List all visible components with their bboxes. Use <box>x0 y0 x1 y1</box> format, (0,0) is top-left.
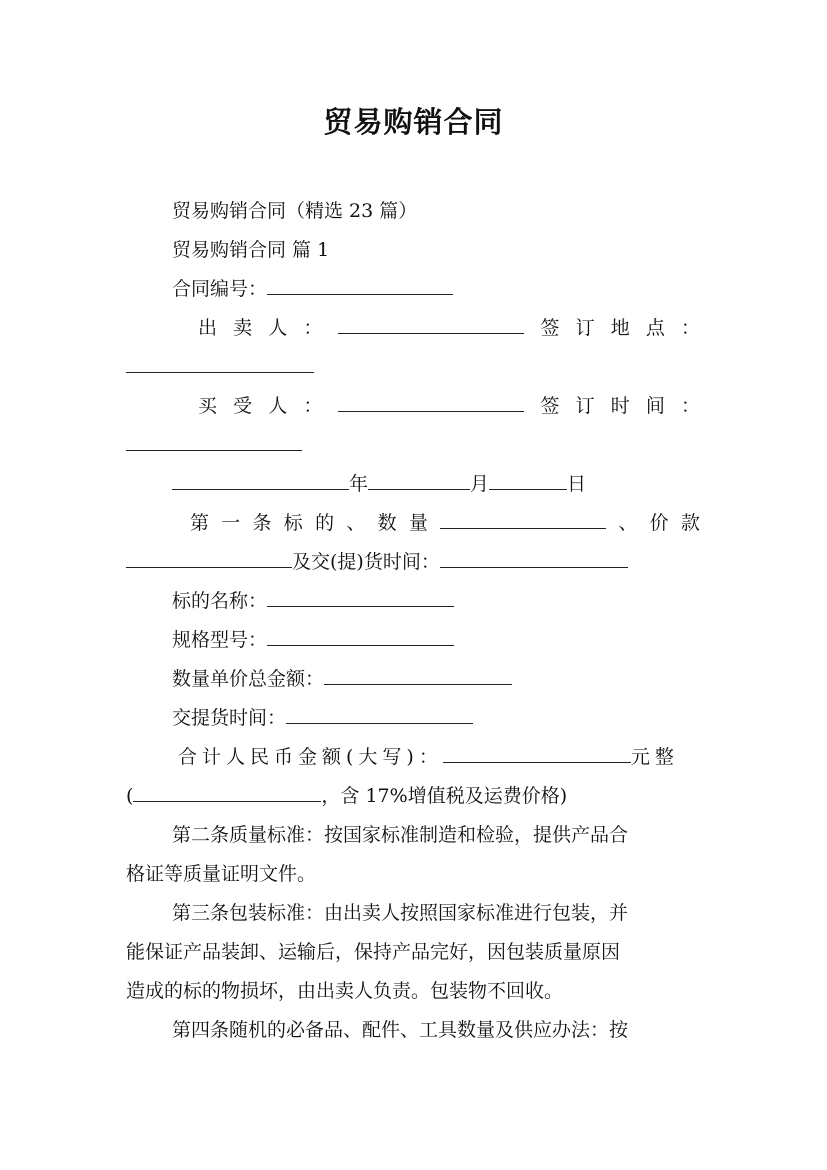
article-1-line-1 <box>190 508 700 538</box>
article-1-char: 、 <box>346 512 366 534</box>
sign-place-char: 地 <box>610 317 630 339</box>
total-rmb-blank <box>443 742 631 763</box>
total-rmb-label: 合计人民币金额(大写)： <box>178 746 443 768</box>
article-2-line-2: 格证等质量证明文件。 <box>126 863 317 885</box>
buyer-char: 买 <box>198 395 218 417</box>
contract-number-label: 合同编号： <box>172 278 268 300</box>
year-blank <box>172 469 349 490</box>
spec-model-blank <box>267 625 454 646</box>
vat-note: ，含 17%增值税及运费价格) <box>321 785 568 807</box>
article-3-line-2: 能保证产品装卸、运输后，保持产品完好，因包装质量原因 <box>126 941 621 963</box>
qty-price-amount-blank <box>324 664 512 685</box>
delivery-label: 及交(提)货时间： <box>292 551 440 573</box>
sign-place-blank-row <box>126 352 314 382</box>
sign-time-char: 订 <box>575 395 595 417</box>
paren-open: ( <box>126 785 134 807</box>
month-label: 月 <box>470 473 490 495</box>
contract-number-blank <box>267 274 453 295</box>
article-1-char: 一 <box>221 512 241 534</box>
article-3-line-1: 第三条包装标准：由出卖人按照国家标准进行包装，并 <box>172 902 629 924</box>
total-rmb-figure-blank <box>133 781 321 802</box>
article-3-line-3: 造成的标的物损坏，由出卖人负责。包装物不回收。 <box>126 980 564 1002</box>
buyer-blank <box>338 391 524 412</box>
document-title: 贸易购销合同 <box>323 105 504 139</box>
sign-time-char: ： <box>680 395 700 417</box>
sign-time-blank-row <box>126 430 302 460</box>
subject-name-label: 标的名称： <box>172 590 268 612</box>
sign-time-blank <box>126 430 302 451</box>
seller-blank <box>338 313 524 334</box>
article-1-char: 的 <box>315 512 335 534</box>
sign-place-char: 点 <box>645 317 665 339</box>
delivery-time-field-blank <box>286 703 473 724</box>
total-rmb-figure-row <box>126 781 567 811</box>
article-1-char: 第 <box>190 512 210 534</box>
article-1-price-char: 价 <box>649 512 669 534</box>
article-1-char: 量 <box>408 512 428 534</box>
article-1-separator: 、 <box>618 512 638 534</box>
article-2-line-1: 第二条质量标准：按国家标准制造和检验，提供产品合 <box>172 824 629 846</box>
date-row <box>172 469 586 499</box>
buyer-char: 人 <box>268 395 288 417</box>
quantity-blank <box>440 508 606 529</box>
sign-place-char: 订 <box>575 317 595 339</box>
price-blank <box>126 547 292 568</box>
article-1-char: 数 <box>377 512 397 534</box>
spec-model-label: 规格型号： <box>172 629 268 651</box>
buyer-char: ： <box>303 395 323 417</box>
delivery-time-blank <box>440 547 628 568</box>
seller-row <box>198 313 700 343</box>
delivery-time-label: 交提货时间： <box>172 707 287 729</box>
sign-time-char: 签 <box>540 395 560 417</box>
yuan-label: 元整 <box>630 746 679 768</box>
article-1-price-char: 款 <box>680 512 700 534</box>
day-label: 日 <box>567 473 587 495</box>
article-1-char: 条 <box>252 512 272 534</box>
delivery-time-row <box>172 703 473 733</box>
subject-name-blank <box>267 586 454 607</box>
qty-price-amount-row <box>172 664 512 694</box>
subtitle: 贸易购销合同（精选 23 篇） <box>172 200 418 222</box>
day-blank <box>489 469 567 490</box>
seller-char: 出 <box>198 317 218 339</box>
article-4-line-1: 第四条随机的必备品、配件、工具数量及供应办法：按 <box>172 1019 629 1041</box>
article-1-char: 标 <box>283 512 303 534</box>
sign-place-blank <box>126 352 314 373</box>
contract-number-row <box>172 274 453 304</box>
month-blank <box>368 469 470 490</box>
article-1-line-2 <box>126 547 628 577</box>
total-rmb-row <box>178 742 679 772</box>
sign-time-char: 时 <box>610 395 630 417</box>
seller-char: ： <box>303 317 323 339</box>
seller-char: 卖 <box>233 317 253 339</box>
subject-name-row <box>172 586 454 616</box>
part-heading: 贸易购销合同 篇 1 <box>172 239 330 261</box>
sign-place-char: ： <box>680 317 700 339</box>
buyer-char: 受 <box>233 395 253 417</box>
spec-model-row <box>172 625 454 655</box>
sign-time-char: 间 <box>645 395 665 417</box>
qty-price-amount-label: 数量单价总金额： <box>172 668 325 690</box>
seller-char: 人 <box>268 317 288 339</box>
buyer-row <box>198 391 700 421</box>
sign-place-char: 签 <box>540 317 560 339</box>
year-label: 年 <box>349 473 369 495</box>
